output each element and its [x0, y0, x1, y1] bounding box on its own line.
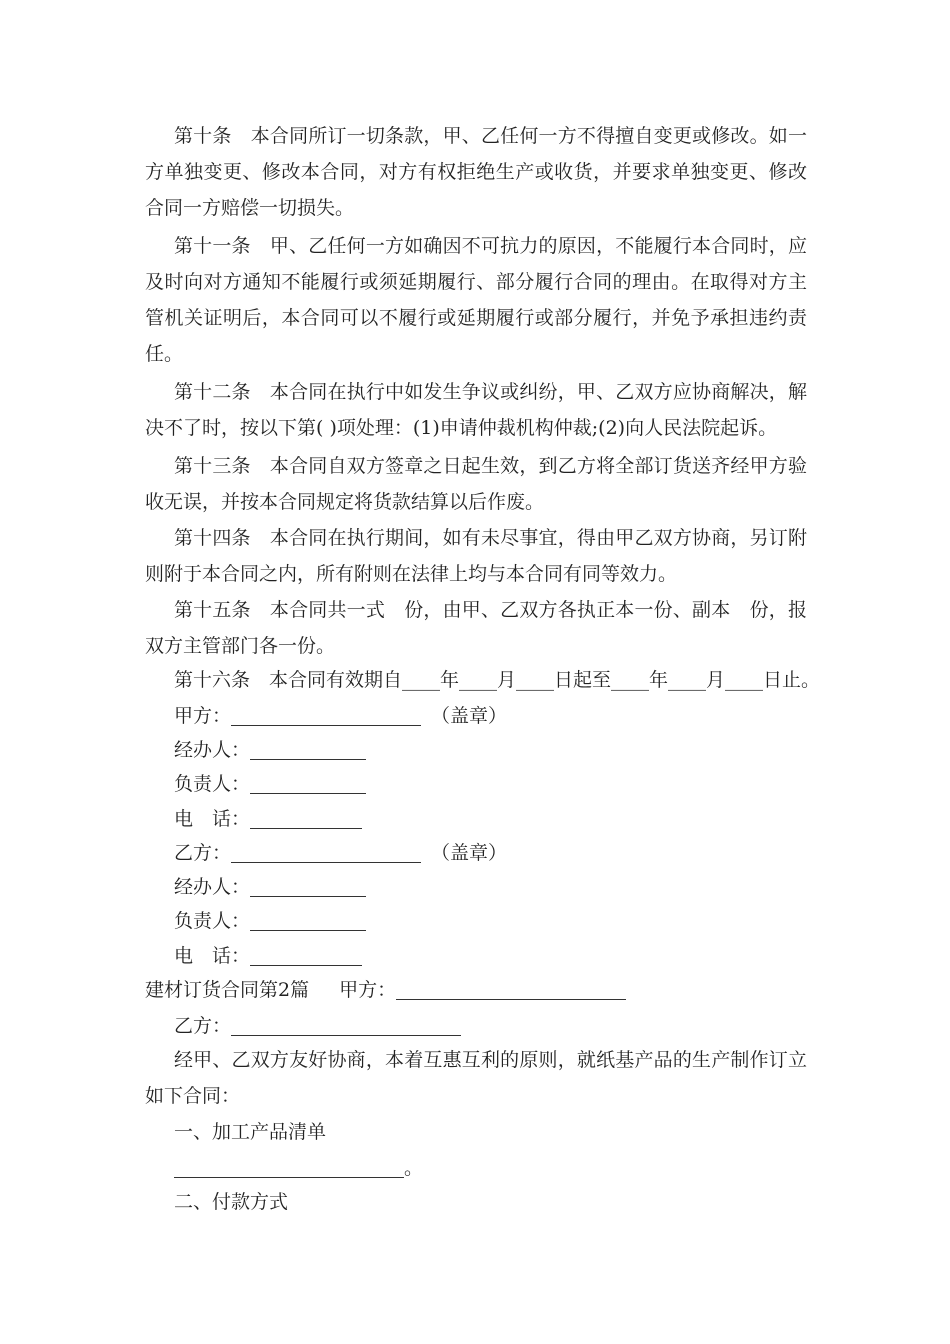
article-12: 第十二条 本合同在执行中如发生争议或纠纷，甲、乙双方应协商解决，解决不了时，按以下第( )项处理：(1)申请仲裁机构仲裁;(2)向人民法院起诉。	[145, 381, 807, 439]
contract2-title-row	[145, 972, 626, 1008]
party-a-row	[174, 698, 507, 734]
party-b-handler-blank	[250, 874, 366, 897]
party-a-handler-label: 经办人：	[174, 739, 251, 761]
article-13: 第十三条 本合同自双方签章之日起生效，到乙方将全部订货送齐经甲方验收无误，并按本合同规定将货款结算以后作废。	[145, 455, 807, 513]
party-a-seal: （盖章）	[431, 705, 508, 727]
party-a-principal-blank	[250, 771, 366, 794]
party-a-blank	[231, 703, 421, 726]
contract2-title: 建材订货合同第2篇	[145, 979, 310, 1001]
party-b-blank	[231, 840, 421, 863]
party-b-principal-blank	[250, 908, 366, 931]
party-a-phone-label: 电 话：	[174, 808, 251, 830]
party-a-label: 甲方：	[174, 705, 232, 727]
contract2-section1-end: 。	[404, 1157, 424, 1179]
contract2-section2: 二、付款方式	[174, 1191, 289, 1213]
contract2-section1-row	[174, 1150, 423, 1186]
article-10: 第十条 本合同所订一切条款，甲、乙任何一方不得擅自变更或修改。如一方单独变更、修改本合同，对方有权拒绝生产或收货，并要求单独变更、修改合同一方赔偿一切损失。	[145, 125, 807, 219]
party-a-principal-row	[174, 766, 366, 802]
contract2-party-b-label: 乙方：	[174, 1015, 232, 1037]
article-16: 第十六条 本合同有效期自____年____月____日起至____年____月____日止。	[174, 669, 821, 691]
party-b-phone-row	[174, 938, 362, 974]
party-a-phone-blank	[250, 806, 362, 829]
article-15: 第十五条 本合同共一式 份，由甲、乙双方各执正本一份、副本 份，报双方主管部门各一份。	[145, 599, 807, 657]
contract2-section1-blank	[174, 1155, 404, 1178]
contract2-party-a-blank	[396, 977, 626, 1000]
contract2-party-b-blank	[231, 1013, 461, 1036]
party-a-handler-blank	[250, 737, 366, 760]
party-b-seal: （盖章）	[431, 842, 508, 864]
contract2-section1: 一、加工产品清单	[174, 1121, 327, 1143]
party-a-phone-row	[174, 801, 362, 837]
party-b-phone-label: 电 话：	[174, 945, 251, 967]
party-b-row	[174, 835, 507, 871]
article-14: 第十四条 本合同在执行期间，如有未尽事宜，得由甲乙双方协商，另订附则附于本合同之内，所有附则在法律上均与本合同有同等效力。	[145, 527, 807, 585]
party-b-principal-row	[174, 903, 366, 939]
contract2-party-a-label: 甲方：	[339, 979, 397, 1001]
party-b-label: 乙方：	[174, 842, 232, 864]
party-a-handler-row	[174, 732, 366, 768]
contract2-party-b-row	[174, 1008, 461, 1044]
party-b-handler-row	[174, 869, 366, 905]
party-a-principal-label: 负责人：	[174, 773, 251, 795]
party-b-principal-label: 负责人：	[174, 910, 251, 932]
party-b-phone-blank	[250, 943, 362, 966]
contract2-intro: 经甲、乙双方友好协商，本着互惠互利的原则，就纸基产品的生产制作订立如下合同：	[145, 1049, 807, 1107]
article-11: 第十一条 甲、乙任何一方如确因不可抗力的原因，不能履行本合同时，应及时向对方通知不能履行或须延期履行、部分履行合同的理由。在取得对方主管机关证明后，本合同可以不履行或延期履行或部分履行，并免予承担违约责任。	[145, 235, 807, 365]
party-b-handler-label: 经办人：	[174, 876, 251, 898]
